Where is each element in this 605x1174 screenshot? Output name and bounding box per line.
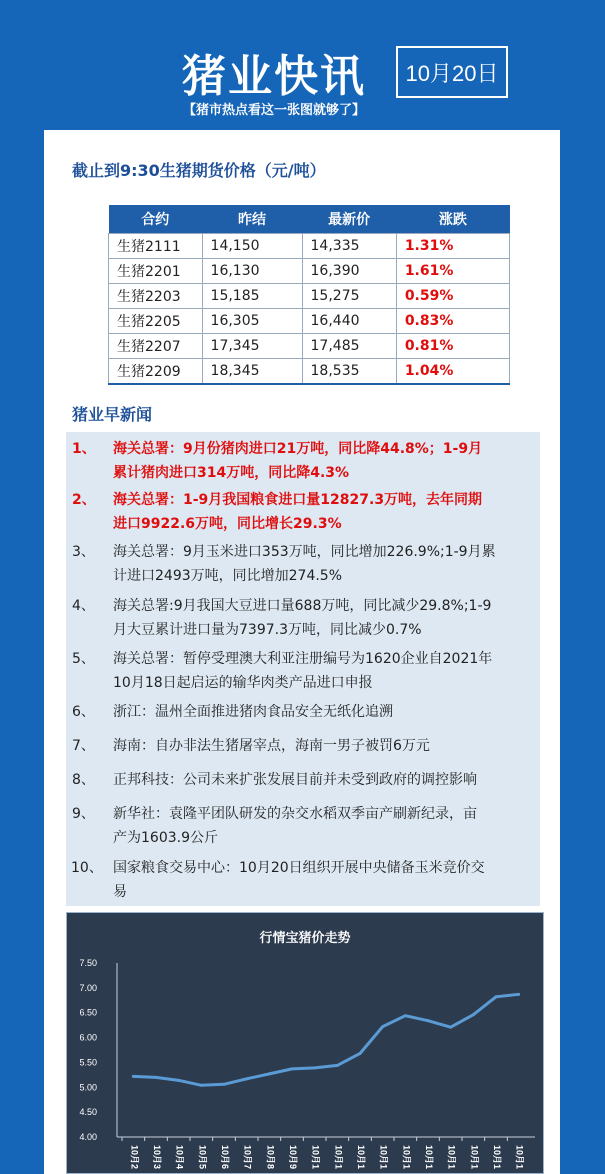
- prev-settle-cell: 16,130: [202, 259, 302, 284]
- y-tick-label: 7.50: [79, 958, 97, 968]
- news-text-line: 计进口2493万吨，同比增加274.5%: [113, 568, 343, 584]
- y-tick-label: 7.00: [79, 982, 97, 993]
- y-tick-label: 4.00: [79, 1132, 97, 1142]
- news-text-line: 10月18日起启运的输华肉类产品进口申报: [113, 675, 373, 691]
- data-point: [495, 995, 498, 998]
- change-cell: 1.04%: [396, 359, 509, 385]
- x-tick-label: 10月1: [492, 1145, 502, 1170]
- x-tick-label: 10月7: [242, 1145, 253, 1170]
- data-point: [155, 1076, 158, 1079]
- x-tick-label: 10月1: [356, 1145, 366, 1170]
- header: [0, 0, 605, 130]
- data-point: [336, 1064, 339, 1067]
- news-text-line: 月大豆累计进口量为7397.3万吨，同比减少0.7%: [113, 622, 422, 638]
- news-section-title: 猪业早新闻: [72, 405, 153, 424]
- x-tick-label: 10月6: [220, 1145, 230, 1170]
- news-text-line: 新华社：袁隆平团队研发的杂交水稻双季亩产刷新纪录，亩: [113, 806, 477, 822]
- news-number: 8、: [72, 772, 95, 788]
- change-cell: 1.61%: [396, 259, 509, 284]
- latest-price-cell: 16,390: [302, 259, 396, 284]
- prev-settle-cell: 17,345: [202, 334, 302, 359]
- news-text-line: 浙江：温州全面推进猪肉食品安全无纸化追溯: [113, 704, 393, 720]
- data-point: [200, 1084, 203, 1087]
- news-text-line: 累计猪肉进口314万吨，同比降4.3%: [113, 465, 350, 481]
- news-number: 1、: [72, 441, 96, 457]
- news-number: 4、: [72, 598, 95, 614]
- prev-settle-cell: 16,305: [202, 309, 302, 334]
- news-number: 7、: [72, 738, 95, 754]
- x-tick-label: 10月2: [129, 1145, 140, 1170]
- futures-price-table: [108, 205, 510, 385]
- table-row: [109, 334, 510, 359]
- contract-cell: 生猪2205: [109, 309, 203, 334]
- data-point: [177, 1079, 180, 1082]
- news-item: [0, 802, 540, 850]
- news-number: 3、: [72, 544, 95, 560]
- news-text: [113, 734, 539, 758]
- chart-title: 行情宝猪价走势: [259, 931, 351, 946]
- x-tick-label: 10月3: [152, 1145, 162, 1170]
- news-item: [0, 594, 540, 642]
- change-cell: 0.81%: [396, 334, 509, 359]
- x-tick-label: 10月1: [514, 1145, 525, 1170]
- data-point: [472, 1013, 475, 1016]
- futures-section-title: 截止到9:30生猪期货价格（元/吨）: [72, 161, 326, 180]
- x-tick-label: 10月1: [333, 1145, 344, 1170]
- news-text: [113, 647, 539, 695]
- latest-price-cell: 18,535: [302, 359, 396, 385]
- data-point: [132, 1075, 135, 1078]
- contract-cell: 生猪2111: [109, 234, 203, 259]
- table-row: [109, 309, 510, 334]
- column-header-latest-price: 最新价: [302, 205, 396, 234]
- news-text: [113, 768, 539, 792]
- news-number: 5、: [72, 651, 95, 667]
- news-text-line: 海关总署:9月我国大豆进口量688万吨，同比减少29.8%;1-9: [113, 598, 492, 614]
- news-text: [113, 437, 539, 485]
- contract-cell: 生猪2209: [109, 359, 203, 385]
- price-trend-chart: [66, 912, 544, 1174]
- data-point: [245, 1077, 248, 1080]
- data-point: [223, 1083, 226, 1086]
- data-point: [291, 1067, 294, 1070]
- news-item: [0, 856, 540, 904]
- news-item: [0, 734, 540, 758]
- news-item: [0, 540, 540, 588]
- news-item: [0, 700, 540, 724]
- x-tick-label: 10月8: [265, 1145, 276, 1170]
- news-item: [0, 647, 540, 695]
- table-row: [109, 234, 510, 259]
- news-text: [113, 700, 539, 724]
- news-item: [0, 437, 540, 485]
- data-point: [449, 1026, 452, 1029]
- y-tick-label: 5.50: [79, 1057, 97, 1068]
- contract-cell: 生猪2207: [109, 334, 203, 359]
- chart-plot: [67, 913, 543, 1173]
- latest-price-cell: 16,440: [302, 309, 396, 334]
- x-tick-label: 10月1: [424, 1145, 434, 1170]
- news-number: 9、: [72, 806, 95, 822]
- page-title: 猪业快讯: [182, 51, 366, 102]
- news-item: [0, 768, 540, 792]
- news-number: 2、: [72, 492, 96, 508]
- change-cell: 1.31%: [396, 234, 509, 259]
- page-subtitle: 【猪市热点看这一张图就够了】: [183, 103, 366, 118]
- news-text: [113, 802, 539, 850]
- news-text-line: 进口9922.6万吨，同比增长29.3%: [113, 516, 342, 532]
- news-text: [113, 594, 539, 642]
- news-text-line: 海关总署：9月份猪肉进口21万吨，同比降44.8%；1-9月: [113, 441, 483, 457]
- x-tick-label: 10月9: [288, 1145, 298, 1170]
- price-series-line: [133, 994, 518, 1085]
- y-tick-label: 5.00: [79, 1082, 97, 1093]
- data-point: [313, 1066, 316, 1069]
- column-header-prev-settle: 昨结: [202, 205, 302, 234]
- data-point: [268, 1072, 271, 1075]
- change-cell: 0.83%: [396, 309, 509, 334]
- x-tick-label: 10月1: [446, 1145, 457, 1170]
- x-tick-label: 10月1: [378, 1145, 389, 1170]
- table-row: [109, 259, 510, 284]
- news-text-line: 易: [113, 884, 127, 900]
- y-tick-label: 6.00: [79, 1032, 97, 1043]
- y-tick-label: 4.50: [79, 1107, 97, 1118]
- y-tick-label: 6.50: [79, 1007, 97, 1018]
- news-text: [113, 856, 539, 904]
- news-text-line: 国家粮食交易中心：10月20日组织开展中央储备玉米竞价交: [113, 860, 485, 876]
- column-header-contract: 合约: [109, 205, 203, 234]
- data-point: [404, 1014, 407, 1017]
- table-row: [109, 284, 510, 309]
- latest-price-cell: 17,485: [302, 334, 396, 359]
- x-tick-label: 10月4: [174, 1145, 185, 1170]
- prev-settle-cell: 18,345: [202, 359, 302, 385]
- news-item: [0, 488, 540, 536]
- data-point: [517, 993, 520, 996]
- data-point: [381, 1025, 384, 1028]
- news-text: [113, 488, 539, 536]
- news-text-line: 产为1603.9公斤: [113, 830, 218, 846]
- table-row: [109, 359, 510, 385]
- news-number: 10、: [71, 860, 103, 876]
- x-tick-label: 10月5: [197, 1145, 208, 1170]
- news-text-line: 海南：自办非法生猪屠宰点，海南一男子被罚6万元: [113, 738, 430, 754]
- latest-price-cell: 14,335: [302, 234, 396, 259]
- x-tick-label: 10月1: [310, 1145, 321, 1170]
- column-header-change: 涨跌: [396, 205, 509, 234]
- data-point: [359, 1052, 362, 1055]
- prev-settle-cell: 14,150: [202, 234, 302, 259]
- table-header-row: [109, 205, 510, 234]
- news-text-line: 正邦科技：公司未来扩张发展目前并未受到政府的调控影响: [113, 772, 477, 788]
- change-cell: 0.59%: [396, 284, 509, 309]
- contract-cell: 生猪2203: [109, 284, 203, 309]
- news-text: [113, 540, 539, 588]
- news-text-line: 海关总署：1-9月我国粮食进口量12827.3万吨，去年同期: [113, 492, 483, 508]
- x-tick-label: 10月1: [401, 1145, 412, 1170]
- date-badge: 10月20日: [396, 46, 508, 98]
- x-tick-label: 10月1: [469, 1145, 480, 1170]
- latest-price-cell: 15,275: [302, 284, 396, 309]
- prev-settle-cell: 15,185: [202, 284, 302, 309]
- contract-cell: 生猪2201: [109, 259, 203, 284]
- data-point: [427, 1019, 430, 1022]
- news-text-line: 海关总署：9月玉米进口353万吨，同比增加226.9%;1-9月累: [113, 544, 496, 560]
- news-text-line: 海关总署：暂停受理澳大利亚注册编号为1620企业自2021年: [113, 651, 493, 667]
- news-number: 6、: [72, 704, 95, 720]
